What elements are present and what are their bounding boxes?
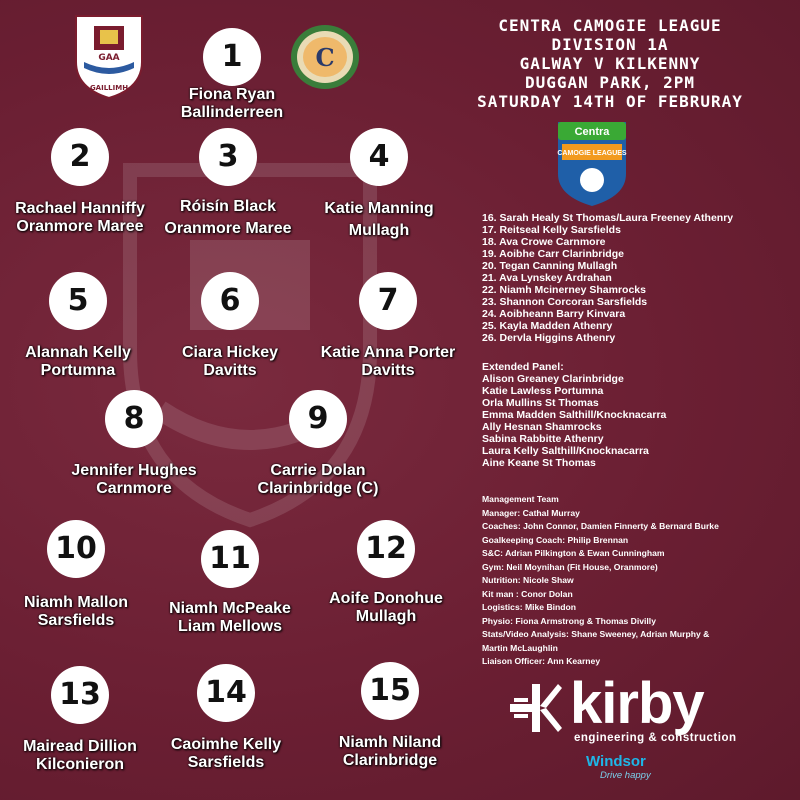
list-item: Aine Keane St Thomas [482,457,596,469]
jersey-number: 5 [49,272,107,330]
gaa-text: GAA [98,53,120,63]
list-item: Physio: Fiona Armstrong & Thomas Divilly [482,615,656,626]
management-title: Management Team [482,494,559,504]
jersey-number: 9 [289,390,347,448]
windsor-logo [586,754,676,782]
league-text: CAMOGIE LEAGUES [557,150,627,157]
player-name: Niamh Niland [338,734,442,751]
list-item: Gym: Neil Moynihan (Fit House, Oranmore) [482,561,658,572]
kirby-k-icon [510,684,562,732]
player-club: Oranmore Maree [164,220,292,237]
header-division: DIVISION 1A [551,35,669,54]
list-item: Martin McLaughlin [482,642,558,653]
jersey-number: 6 [201,272,259,330]
list-item: 22. Niamh Mcinerney Shamrocks [482,284,646,296]
player-club: Kilconieron [35,756,124,773]
kirby-name: kirby [570,671,704,736]
list-item: Nutrition: Nicole Shaw [482,575,574,585]
player-club: Liam Mellows [177,618,283,635]
extended-panel-title: Extended Panel: [482,361,564,373]
kirby-logo [510,671,770,750]
player-club: Mullagh [355,608,417,625]
player-name: Alannah Kelly [25,344,131,361]
list-item: 20. Tegan Canning Mullagh [482,260,618,272]
list-item: 17. Reitseal Kelly Sarsfields [482,224,621,236]
jersey-number: 7 [359,272,417,330]
list-item: Katie Lawless Portumna [482,385,604,397]
centra-camogie-leagues-logo [552,118,632,208]
player-club: Davitts [361,362,415,379]
extended-panel [482,361,782,469]
player-name: Katie Manning [324,200,434,217]
list-item: Coaches: John Connor, Damien Finnerty & Bernard Burke [482,521,719,531]
list-item: 26. Dervla Higgins Athenry [482,332,616,344]
list-item: Sabina Rabbitte Athenry [482,433,604,445]
player-name: Mairead Dillion [23,738,137,755]
player-name: Ciara Hickey [181,344,279,361]
jersey-number: 13 [51,666,109,724]
list-item: Emma Madden Salthill/Knocknacarra [482,409,667,421]
jersey-number: 15 [361,662,419,720]
player-name: Rachael Hanniffy [15,200,145,217]
header-competition: CENTRA CAMOGIE LEAGUE [498,16,722,35]
list-item: Laura Kelly Salthill/Knocknacarra [482,445,649,457]
player-12 [286,520,486,626]
jersey-number: 3 [199,128,257,186]
jersey-number: 10 [47,520,105,578]
list-item: S&C: Adrian Pilkington & Ewan Cunningham [482,548,665,558]
player-name: Róisín Black [179,198,277,215]
player-name: Niamh McPeake [169,600,291,617]
centra-text: Centra [574,126,610,138]
list-item: 18. Ava Crowe Carnmore [482,236,606,248]
player-name: Jennifer Hughes [71,462,197,479]
player-club: Davitts [203,362,257,379]
jersey-number: 14 [197,664,255,722]
windsor-name: Windsor [586,753,646,770]
list-item: 25. Kayla Madden Athenry [482,320,613,332]
player-name: Caoimhe Kelly [170,736,282,753]
player-4 [279,128,479,240]
player-name: Niamh Mallon [23,594,128,611]
gaillimh-text: GAILLIMH [89,84,129,92]
list-item: Manager: Cathal Murray [482,507,580,518]
list-item: Stats/Video Analysis: Shane Sweeney, Adrian Murphy & [482,629,710,639]
player-club: Carnmore [96,480,172,497]
player-name: Aoife Donohue [329,590,443,607]
player-name: Fiona Ryan [188,86,276,103]
management-team [482,493,792,669]
jersey-number: 2 [51,128,109,186]
windsor-tagline: Drive happy [600,770,651,781]
list-item: Alison Greaney Clarinbridge [482,373,624,385]
list-item: 24. Aoibheann Barry Kinvara [482,308,626,320]
list-item: Kit man : Conor Dolan [482,588,573,599]
list-item: 19. Aoibhe Carr Clarinbridge [482,248,624,260]
list-item: Logistics: Mike Bindon [482,602,577,612]
kirby-tagline: engineering & construction [574,732,737,744]
header-fixture: GALWAY V KILKENNY [519,54,701,73]
jersey-number: 1 [203,28,261,86]
list-item: 21. Ava Lynskey Ardrahan [482,272,612,284]
player-club: Mullagh [348,222,410,239]
substitutes-list [482,212,782,344]
list-item: Liaison Officer: Ann Kearney [482,656,601,666]
player-name: Katie Anna Porter [320,344,456,361]
jersey-number: 11 [201,530,259,588]
player-name: Carrie Dolan [270,462,366,479]
player-club: Sarsfields [37,612,115,629]
player-club: Clarinbridge [342,752,438,769]
list-item: 16. Sarah Healy St Thomas/Laura Freeney Athenry [482,212,734,224]
player-8 [34,390,234,498]
list-item: Orla Mullins St Thomas [482,397,599,409]
list-item: 23. Shannon Corcoran Sarsfields [482,296,648,308]
player-club: Oranmore Maree [16,218,144,235]
list-item: Ally Hesnan Shamrocks [482,421,602,433]
player-7 [288,272,488,380]
player-club: Portumna [40,362,116,379]
match-header [420,16,800,111]
player-15 [290,662,490,770]
jersey-number: 12 [357,520,415,578]
player-club: Sarsfields [187,754,265,771]
player-9 [218,390,418,498]
svg-text:C: C [315,43,335,72]
list-item: Goalkeeping Coach: Philip Brennan [482,534,629,545]
player-club: Clarinbridge (C) [257,480,379,497]
player-club: Ballinderreen [180,104,284,121]
header-date: SATURDAY 14TH OF FEBRURAY [477,92,743,111]
player-1 [132,28,335,122]
header-venue: DUGGAN PARK, 2PM [524,73,696,92]
jersey-number: 4 [350,128,408,186]
jersey-number: 8 [105,390,163,448]
